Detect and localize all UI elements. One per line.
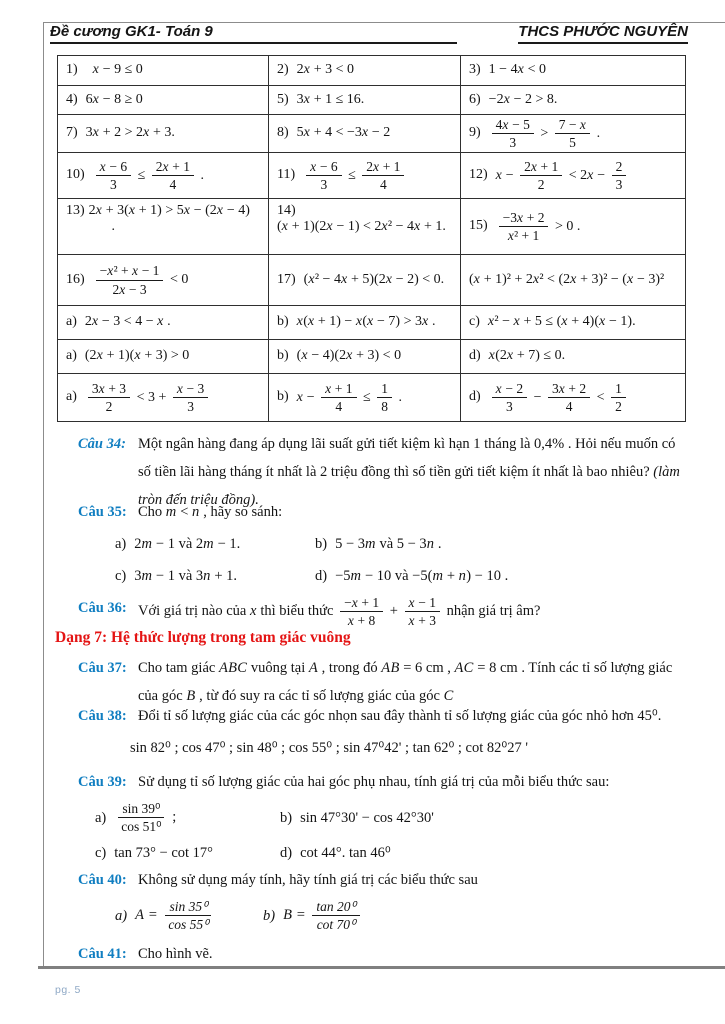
cell-label: b) bbox=[277, 314, 289, 330]
table-cell bbox=[269, 115, 461, 153]
cell-expression: −2x − 2 > 8. bbox=[488, 91, 558, 107]
question-item bbox=[115, 530, 315, 558]
item-expression: 3m − 1 và 3n + 1. bbox=[134, 568, 238, 584]
cell-label: d) bbox=[469, 348, 481, 364]
body-math: C bbox=[443, 688, 454, 704]
cell-expression: x² − x + 5 ≤ (x + 4)(x − 1). bbox=[487, 314, 636, 330]
cell-expression: (x + 1)(2x − 1) < 2x² − 4x + 1. bbox=[277, 219, 446, 235]
table-cell bbox=[269, 199, 461, 255]
body-text: vuông tại bbox=[247, 660, 309, 676]
cell-expression: x(2x + 7) ≤ 0. bbox=[488, 348, 566, 364]
table-cell bbox=[269, 340, 461, 374]
body-text: , trong đó bbox=[318, 660, 382, 676]
body-text: Cho tam giác bbox=[138, 660, 219, 676]
cell-expression: $\frac{4x - 5}{3}$ > $\frac{7 - x}{5}$ . bbox=[489, 116, 601, 151]
question-items bbox=[115, 898, 690, 933]
body-text: Một ngân hàng đang áp dụng lãi suất gửi tiết kiệm kì hạn 1 tháng là 0,4% . Hỏi nếu muốn có số tiền lãi hàng tháng ít nhất là 2 triệu đồng thì số tiền gửi tiết kiệm ít nhất là bao nhiêu? bbox=[138, 436, 676, 480]
table-cell bbox=[269, 86, 461, 115]
fraction: $\frac{2x + 1}{2}$ bbox=[520, 159, 562, 192]
question-cau-40 bbox=[78, 866, 690, 933]
cell-label: b) bbox=[277, 389, 289, 405]
cell-expression: x(x + 1) − x(x − 7) > 3x . bbox=[296, 314, 436, 330]
question-body bbox=[138, 768, 690, 796]
question-label: Câu 39: bbox=[78, 774, 127, 790]
question-item bbox=[115, 898, 263, 933]
item-label: b) bbox=[315, 536, 328, 552]
cell-label: 14) bbox=[277, 203, 296, 218]
question-label: Câu 34: bbox=[78, 436, 126, 452]
body-math: x bbox=[249, 602, 257, 619]
fraction: $\frac{x - 6}{3}$ bbox=[96, 159, 131, 192]
question-items bbox=[115, 530, 690, 590]
fraction: $\frac{3x + 2}{4}$ bbox=[548, 381, 590, 414]
cell-label: 2) bbox=[277, 62, 289, 78]
fraction: $\frac{x - 6}{3}$ bbox=[306, 159, 341, 192]
cell-expression: x − $\frac{2x + 1}{2}$ < 2x − $\frac{2}{3}$ bbox=[496, 158, 630, 193]
cell-expression: 6x − 8 ≥ 0 bbox=[85, 91, 143, 107]
body-text: nhận giá trị âm? bbox=[442, 602, 541, 619]
item-label: d) bbox=[315, 568, 328, 584]
question-item bbox=[263, 898, 363, 933]
cell-expression: $\frac{x - 6}{3}$ ≤ $\frac{2x + 1}{4}$ bbox=[303, 158, 407, 193]
body-text: , hãy so sánh: bbox=[199, 504, 283, 520]
item-label: a) bbox=[115, 536, 127, 552]
table-cell bbox=[461, 306, 685, 340]
cell-label: 5) bbox=[277, 91, 289, 107]
cell-label: d) bbox=[469, 389, 481, 405]
table-cell bbox=[461, 340, 685, 374]
table-cell bbox=[58, 115, 269, 153]
body-math: AB = 6 cm bbox=[381, 660, 444, 676]
cell-label: b) bbox=[277, 348, 289, 364]
item-expression: A = $\frac{\text{sin 35⁰}}{\text{cos 55⁰}}$ bbox=[135, 898, 216, 933]
question-cau-36 bbox=[78, 594, 690, 629]
cell-label: a) bbox=[66, 348, 77, 364]
fraction: $\frac{\text{sin 35⁰}}{\text{cos 55⁰}}$ bbox=[164, 899, 212, 932]
fraction: $\frac{2x + 1}{4}$ bbox=[152, 159, 194, 192]
page-number: pg. 5 bbox=[55, 984, 81, 996]
body-math: AC = 8 cm bbox=[454, 660, 518, 676]
question-cau-35 bbox=[78, 498, 690, 590]
cell-expression: 2x − 3 < 4 − x . bbox=[84, 314, 171, 330]
question-cau-38 bbox=[78, 702, 690, 762]
table-cell bbox=[461, 86, 685, 115]
item-row bbox=[95, 800, 690, 835]
question-body bbox=[138, 866, 690, 894]
fraction: $\frac{4x - 5}{3}$ bbox=[492, 117, 534, 150]
cell-expression: 5x + 4 < −3x − 2 bbox=[296, 125, 391, 141]
item-row bbox=[95, 839, 690, 867]
question-cau-39 bbox=[78, 768, 690, 867]
table-cell bbox=[58, 199, 269, 255]
body-text: Cho hình vẽ. bbox=[138, 946, 213, 962]
fraction: $\frac{2}{3}$ bbox=[612, 159, 627, 192]
body-text: , bbox=[443, 660, 455, 676]
body-text: Với giá trị nào của bbox=[138, 602, 250, 619]
cell-expression: $\frac{\text{−x² + x − 1}}{2x - 3}$ < 0 bbox=[93, 262, 189, 297]
table-cell bbox=[269, 153, 461, 199]
question-item bbox=[315, 530, 442, 558]
item-expression: sin 82⁰ ; cos 47⁰ ; sin 48⁰ ; cos 55⁰ ; sin 47⁰42' ; tan 62⁰ ; cot 82⁰27 ' bbox=[130, 740, 528, 756]
cell-label: 10) bbox=[66, 167, 85, 183]
table-cell bbox=[461, 153, 685, 199]
cell-expression: 3x + 2 > 2x + 3. bbox=[85, 125, 175, 141]
body-text: (làm tròn đến triệu đồng). bbox=[138, 464, 680, 508]
table-cell bbox=[269, 374, 461, 421]
cell-expression: 3x + 1 ≤ 16. bbox=[296, 91, 365, 107]
cell-expression: 2x + 3 < 0 bbox=[296, 62, 354, 78]
fraction: $\frac{\text{−x² + x − 1}}{2x - 3}$ bbox=[96, 263, 164, 296]
question-cau-41 bbox=[78, 940, 690, 968]
item-label: d) bbox=[280, 845, 293, 862]
item-expression: −5m − 10 và −5(m + n) − 10 . bbox=[335, 568, 509, 584]
cell-expression: $\frac{x - 2}{3}$ − $\frac{3x + 2}{4}$ < $\frac{1}{2}$ bbox=[489, 380, 629, 415]
cell-label: 7) bbox=[66, 125, 78, 141]
item-row bbox=[115, 898, 690, 933]
question-item bbox=[95, 800, 280, 835]
table-cell bbox=[58, 340, 269, 374]
question-label: Câu 36: bbox=[78, 600, 127, 616]
cell-expression: $\frac{x - 6}{3}$ ≤ $\frac{2x + 1}{4}$ . bbox=[93, 158, 204, 193]
item-row bbox=[115, 562, 690, 590]
table-cell bbox=[461, 255, 685, 306]
fraction: $\frac{x - 1}{x + 3}$ bbox=[405, 595, 440, 628]
question-body bbox=[138, 940, 690, 968]
cell-expression: $\frac{-3x + 2}{\text{x² + 1}}$ > 0 . bbox=[496, 209, 581, 244]
header-title-left: Đề cương GK1- Toán 9 bbox=[50, 23, 457, 44]
question-body bbox=[138, 498, 690, 526]
body-text: Không sử dụng máy tính, hãy tính giá trị các biểu thức sau bbox=[138, 872, 478, 888]
table-cell bbox=[58, 56, 269, 86]
fraction: $\frac{1}{2}$ bbox=[611, 381, 626, 414]
question-item bbox=[315, 562, 508, 590]
cell-label: 13) bbox=[66, 203, 85, 218]
fraction: $\frac{7 - x}{5}$ bbox=[555, 117, 590, 150]
cell-label: 3) bbox=[469, 62, 481, 78]
table-cell bbox=[269, 255, 461, 306]
table-cell bbox=[58, 374, 269, 421]
table-cell bbox=[58, 306, 269, 340]
item-expression: cot 44°. tan 46⁰ bbox=[300, 845, 391, 862]
cell-expression: (x² − 4x + 5)(2x − 2) < 0. bbox=[303, 271, 445, 287]
question-label: Câu 40: bbox=[78, 872, 127, 888]
fraction: $\frac{\text{sin 39⁰}}{\text{cos 51⁰}}$ bbox=[117, 801, 165, 834]
fraction: $\frac{-3x + 2}{\text{x² + 1}}$ bbox=[499, 210, 549, 243]
cell-label: a) bbox=[66, 389, 77, 405]
question-items bbox=[130, 734, 690, 762]
table-cell bbox=[461, 115, 685, 153]
question-item bbox=[95, 839, 280, 867]
item-label: a) bbox=[115, 907, 128, 924]
question-label: Câu 41: bbox=[78, 946, 127, 962]
cell-label: 11) bbox=[277, 167, 296, 183]
body-text: Sử dụng tỉ số lượng giác của hai góc phụ nhau, tính giá trị của mỗi biểu thức sau: bbox=[138, 774, 610, 790]
body-math: $\frac{-x + 1}{x + 8}$ + $\frac{x - 1}{x + 3}$ bbox=[337, 603, 443, 619]
table-cell bbox=[58, 255, 269, 306]
cell-label: 16) bbox=[66, 271, 85, 287]
cell-label: 6) bbox=[469, 91, 481, 107]
item-row bbox=[115, 530, 690, 558]
body-text: , từ đó suy ra các tỉ số lượng giác của góc bbox=[195, 688, 444, 704]
cell-label: a) bbox=[66, 314, 77, 330]
fraction: $\frac{x - 3}{3}$ bbox=[173, 381, 208, 414]
cell-label: 15) bbox=[469, 218, 488, 234]
fraction: $\frac{-x + 1}{x + 8}$ bbox=[340, 595, 383, 628]
item-expression: 5 − 3m và 5 − 3n . bbox=[335, 536, 442, 552]
cell-label: 17) bbox=[277, 271, 296, 287]
footer-rule bbox=[38, 966, 725, 969]
cell-expression: x − $\frac{x + 1}{4}$ ≤ $\frac{1}{8}$ . bbox=[296, 380, 402, 414]
cell-expression: x − 9 ≤ 0 bbox=[92, 62, 143, 78]
item-label: c) bbox=[95, 845, 107, 862]
body-math: m < n bbox=[165, 504, 200, 520]
cell-label: 1) bbox=[66, 62, 78, 78]
body-text: thì biểu thức bbox=[256, 602, 338, 619]
cell-label: 12) bbox=[469, 167, 488, 183]
cell-expression: $\frac{3x + 3}{2}$ < 3 + $\frac{x - 3}{3}$ bbox=[85, 380, 211, 415]
question-item bbox=[280, 839, 391, 867]
table-cell bbox=[269, 306, 461, 340]
cell-expression: (x + 1)² + 2x² < (2x + 3)² − (x − 3)² bbox=[469, 271, 665, 287]
inequality-table bbox=[57, 55, 686, 422]
fraction: $\frac{\text{tan 20⁰}}{\text{cot 70⁰}}$ bbox=[312, 899, 360, 932]
question-body bbox=[138, 594, 690, 629]
cell-expression: 2x + 3(x + 1) > 5x − (2x − 4) . bbox=[66, 203, 250, 235]
body-math: A bbox=[308, 660, 319, 676]
table-cell bbox=[269, 56, 461, 86]
item-label: b) bbox=[280, 809, 293, 826]
fraction: $\frac{1}{8}$ bbox=[377, 381, 392, 414]
question-body bbox=[138, 702, 690, 730]
question-item bbox=[115, 562, 315, 590]
fraction: $\frac{x - 2}{3}$ bbox=[492, 381, 527, 414]
table-cell bbox=[461, 374, 685, 421]
item-label: a) bbox=[95, 809, 107, 826]
table-cell bbox=[58, 86, 269, 115]
body-text: Đổi tỉ số lượng giác của các góc nhọn sau đây thành tỉ số lượng giác của góc nhỏ hơn 45⁰. bbox=[138, 708, 662, 724]
cell-expression: (2x + 1)(x + 3) > 0 bbox=[84, 348, 190, 364]
item-expression: tan 73° − cot 17° bbox=[114, 845, 213, 862]
cell-label: 4) bbox=[66, 91, 78, 107]
cell-expression: (x − 4)(2x + 3) < 0 bbox=[296, 348, 402, 364]
dang-7-heading: Dạng 7: Hệ thức lượng trong tam giác vuông bbox=[55, 629, 351, 646]
item-expression: $\frac{\text{sin 39⁰}}{\text{cos 51⁰}}$ ; bbox=[114, 800, 176, 835]
body-math: B bbox=[186, 688, 196, 704]
fraction: $\frac{x + 1}{4}$ bbox=[321, 381, 356, 414]
table-cell bbox=[461, 199, 685, 255]
question-item bbox=[130, 734, 528, 762]
item-expression: 2m − 1 và 2m − 1. bbox=[134, 536, 241, 552]
question-label: Câu 38: bbox=[78, 708, 127, 724]
question-label: Câu 37: bbox=[78, 660, 127, 676]
fraction: $\frac{2x + 1}{4}$ bbox=[362, 159, 404, 192]
body-text: . Tính các tỉ số lượng giác của góc bbox=[138, 660, 673, 704]
item-label: b) bbox=[263, 907, 276, 924]
fraction: $\frac{3x + 3}{2}$ bbox=[88, 381, 130, 414]
item-expression: B = $\frac{\text{tan 20⁰}}{\text{cot 70⁰}}$ bbox=[283, 898, 363, 933]
body-math: ABC bbox=[218, 660, 248, 676]
cell-label: 9) bbox=[469, 125, 481, 141]
item-row bbox=[130, 734, 690, 762]
question-items bbox=[95, 800, 690, 867]
item-label: c) bbox=[115, 568, 127, 584]
cell-label: 8) bbox=[277, 125, 289, 141]
table-cell bbox=[461, 56, 685, 86]
cell-label: c) bbox=[469, 314, 480, 330]
cell-expression: 1 − 4x < 0 bbox=[488, 62, 546, 78]
table-cell bbox=[58, 153, 269, 199]
question-label: Câu 35: bbox=[78, 504, 127, 520]
body-text: Cho bbox=[138, 504, 166, 520]
header-title-right: THCS PHƯỚC NGUYÊN bbox=[518, 23, 688, 44]
question-item bbox=[280, 804, 434, 832]
item-expression: sin 47°30' − cos 42°30' bbox=[300, 809, 434, 826]
